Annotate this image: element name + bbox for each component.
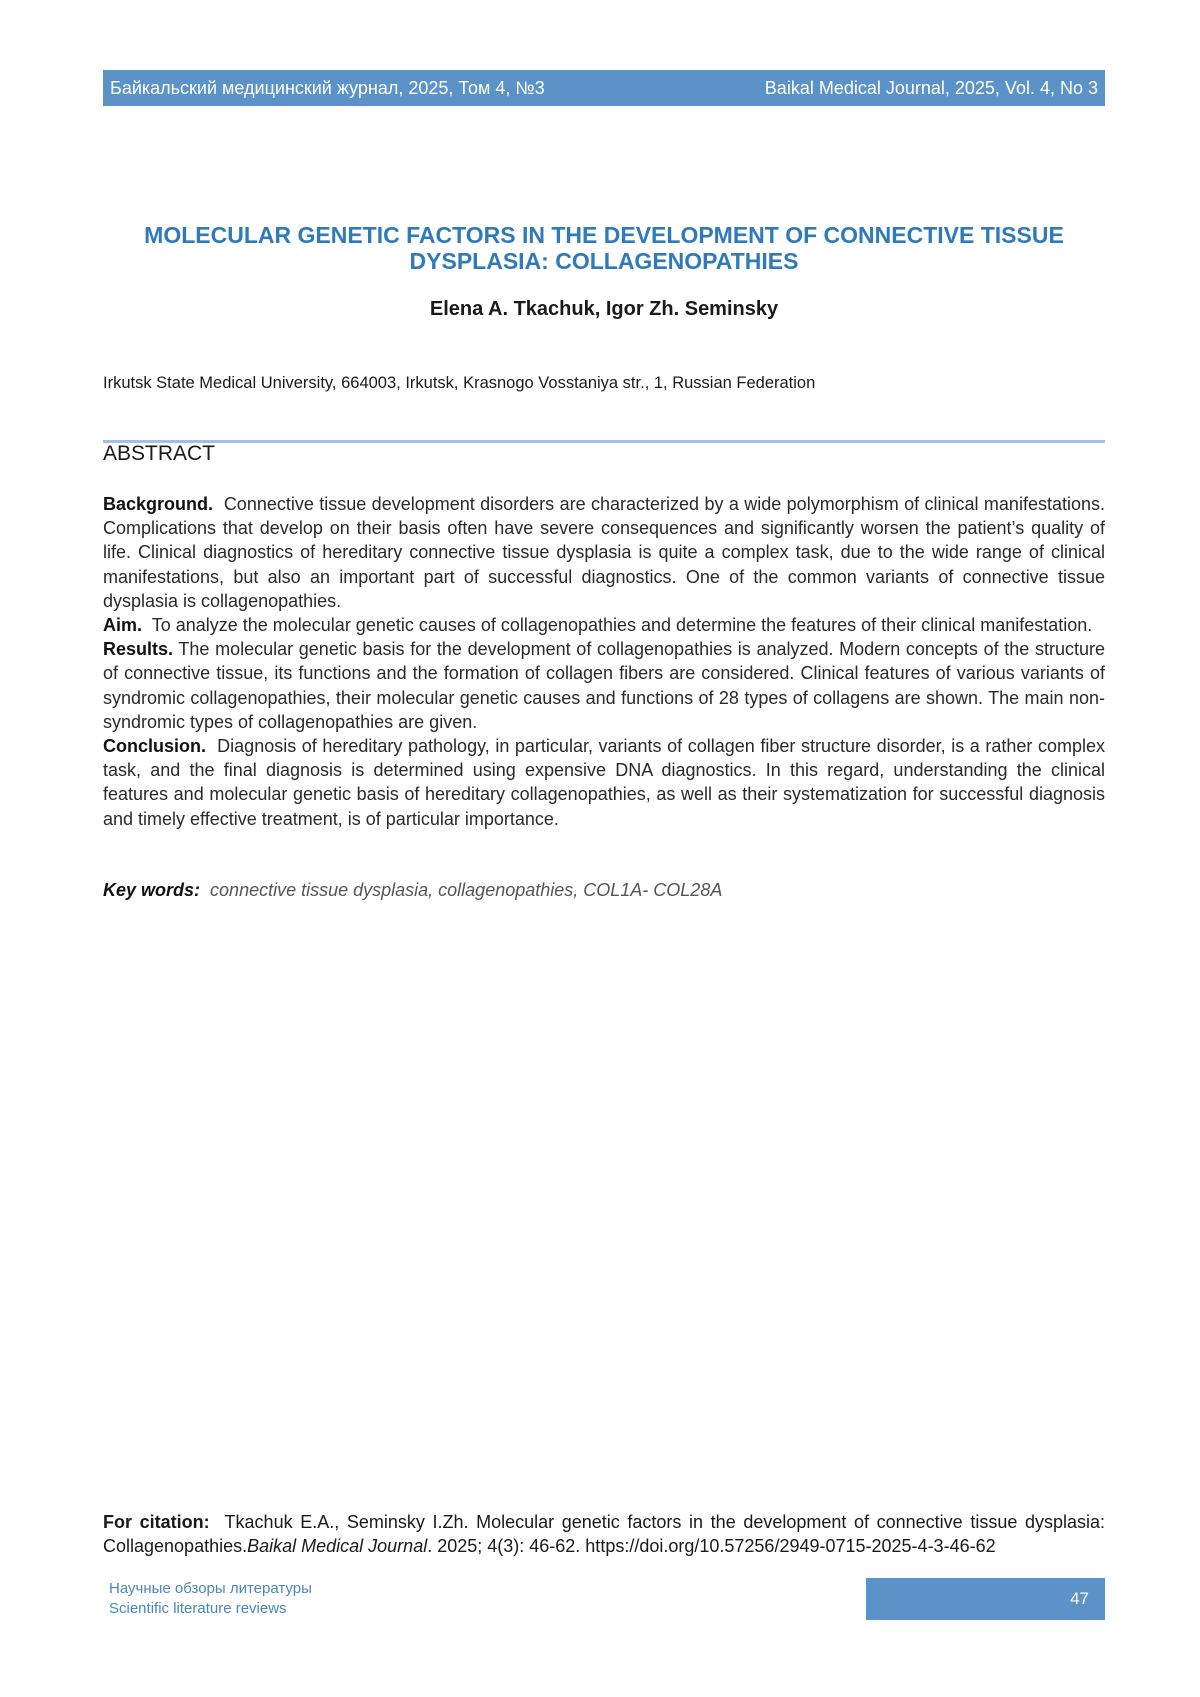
abstract-aim-label: Aim. (103, 615, 142, 635)
abstract-results (103, 637, 1105, 734)
keywords-label: Key words: (103, 880, 200, 900)
journal-header-en: Baikal Medical Journal, 2025, Vol. 4, No 3 (765, 78, 1098, 99)
abstract-background (103, 492, 1105, 613)
citation-journal: Baikal Medical Journal (247, 1536, 427, 1556)
article-authors: Elena A. Tkachuk, Igor Zh. Seminsky (103, 298, 1105, 321)
citation-details: . 2025; 4(3): 46-62. https://doi.org/10.57256/2949-0715-2025-4-3-46-62 (427, 1536, 995, 1556)
page-number-box (866, 1578, 1105, 1620)
citation-label: For citation: (103, 1512, 210, 1532)
section-name-ru: Научные обзоры литературы (109, 1580, 312, 1597)
abstract-background-text: Connective tissue development disorders are characterized by a wide polymorphism of clinical manifestations. Complications that develop on their basis often have severe consequences and significantly worsen the patient’s quality of life. Clinical diagnostics of hereditary connective tissue dysplasia is quite a complex task, due to the wide range of clinical manifestations, but also an important part of successful diagnostics. One of the common variants of connective tissue dysplasia is collagenopathies. (103, 494, 1105, 611)
page-number: 47 (1070, 1589, 1089, 1609)
abstract-aim (103, 613, 1105, 637)
abstract-divider (103, 440, 1105, 443)
keywords (103, 880, 1105, 901)
abstract-results-text: The molecular genetic basis for the development of collagenopathies is analyzed. Modern concepts of the structure of connective tissue, its functions and the formation of collagen fibers are considered. Clinical features of various variants of syndromic collagenopathies, their molecular genetic causes and functions of 28 types of collagens are shown. The main non-syndromic types of collagenopathies are given. (103, 639, 1105, 732)
abstract-body (103, 492, 1105, 831)
abstract-conclusion-text: Diagnosis of hereditary pathology, in particular, variants of collagen fiber structure disorder, is a rather complex task, and the final diagnosis is determined using expensive DNA diagnostics. In this regard, understanding the clinical features and molecular genetic basis of hereditary collagenopathies, as well as their systematization for successful diagnosis and timely effective treatment, is of particular importance. (103, 736, 1105, 829)
abstract-aim-text: To analyze the molecular genetic causes of collagenopathies and determine the features of their clinical manifestation. (152, 615, 1093, 635)
citation (103, 1510, 1105, 1558)
journal-header-ru: Байкальский медицинский журнал, 2025, Том 4, №3 (110, 78, 545, 99)
author-affiliation: Irkutsk State Medical University, 664003, Irkutsk, Krasnogo Vosstaniya str., 1, Russian Federation (103, 374, 1105, 393)
section-name-en: Scientific literature reviews (109, 1600, 287, 1617)
abstract-conclusion-label: Conclusion. (103, 736, 206, 756)
abstract-conclusion (103, 734, 1105, 831)
abstract-background-label: Background. (103, 494, 213, 514)
article-title: MOLECULAR GENETIC FACTORS IN THE DEVELOPMENT OF CONNECTIVE TISSUE DYSPLASIA: COLLAGENOPATHIES (103, 222, 1105, 274)
keywords-text: connective tissue dysplasia, collagenopathies, COL1A- COL28A (210, 880, 722, 900)
abstract-heading: ABSTRACT (103, 442, 215, 466)
citation-text: Tkachuk E.A., Seminsky I.Zh. Molecular genetic factors in the development of connective tissue dysplasia: Collagenopathies. (103, 1512, 1105, 1556)
journal-header-bar (103, 70, 1105, 106)
abstract-results-label: Results. (103, 639, 173, 659)
